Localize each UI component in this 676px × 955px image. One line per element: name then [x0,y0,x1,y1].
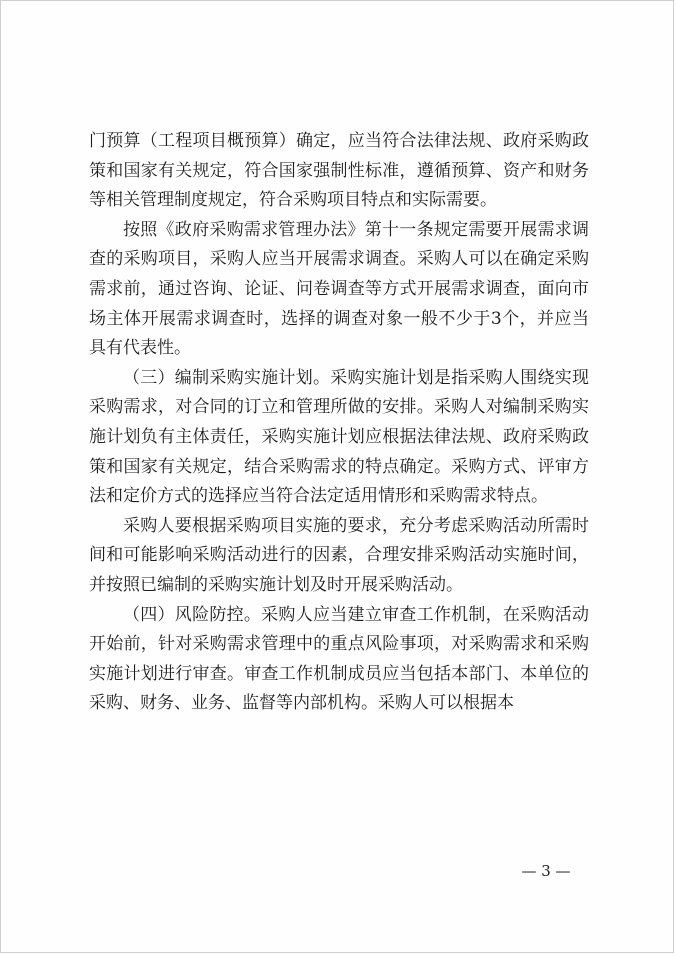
paragraph-demand-survey [89,216,589,364]
section-heading: （四）风险防控。 [123,604,262,625]
page-number: — 3 — [521,862,571,880]
paragraph-risk-control [89,601,589,719]
paragraph-text: 门预算（工程项目概预算）确定，应当符合法律法规、政府采购政策和国家有关规定，符合国家强制性标准，遵循预算、资产和财务等相关管理制度规定，符合采购项目特点和实际需要。 [89,131,589,211]
paragraph-text: 按照《政府采购需求管理办法》第十一条规定需要开展需求调查的采购项目，采购人应当开展需求调查。采购人可以在确定采购需求前，通过咨询、论证、问卷调查等方式开展需求调查，面向市场主体开展需求调查时，选择的调查对象一般不少于3个，并应当具有代表性。 [89,219,589,359]
paragraph-schedule [89,512,589,601]
document-body [89,127,589,719]
paragraph-text: 采购实施计划是指采购人围绕实现采购需求，对合同的订立和管理所做的安排。采购人对编制采购实施计划负有主体责任，采购实施计划应根据法律法规、政府采购政策和国家有关规定，结合采购需求的特点确定。采购方式、评审方法和定价方式的选择应当符合法定适用情形和采购需求特点。 [89,367,590,507]
paragraph-continuation [89,127,589,216]
section-heading: （三）编制采购实施计划。 [123,367,331,388]
paragraph-text: 采购人要根据采购项目实施的要求，充分考虑采购活动所需时间和可能影响采购活动进行的因素，合理安排采购活动实施时间，并按照已编制的采购实施计划及时开展采购活动。 [89,515,589,595]
paragraph-text: 采购人应当建立审查工作机制，在采购活动开始前，针对采购需求管理中的重点风险事项，对采购需求和采购实施计划进行审查。审查工作机制成员应当包括本部门、本单位的采购、财务、业务、监督等内部机构。采购人可以根据本 [89,604,590,714]
paragraph-implementation-plan [89,364,589,512]
